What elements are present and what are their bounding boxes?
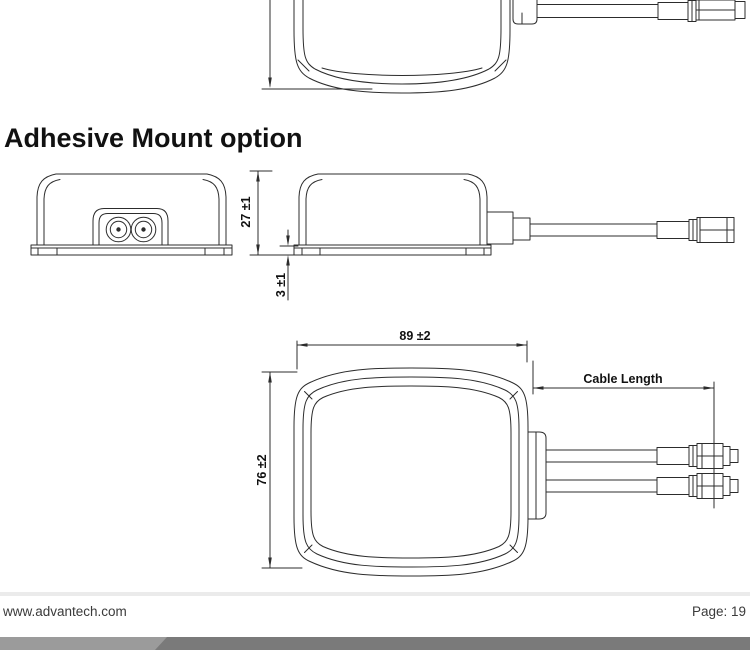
- footer-divider: [0, 592, 750, 596]
- dimension-label-3: 3 ±1: [274, 272, 288, 298]
- dimension-cable-length: [533, 361, 714, 508]
- dimension-label-89: 89 ±2: [399, 329, 431, 343]
- dimension-label-cable-length: Cable Length: [583, 372, 663, 386]
- coax-connector-ports: [106, 217, 156, 242]
- footer-accent-bar-light: [0, 637, 170, 650]
- top-partial-front-view: [262, 0, 745, 93]
- dimension-adhesive-thickness: [274, 230, 298, 300]
- cable-lower: [546, 474, 738, 499]
- cable-upper: [546, 444, 738, 469]
- side-view-profile: [294, 174, 734, 255]
- dimension-box-height: [239, 171, 294, 255]
- dimension-label-27: 27 ±1: [239, 196, 253, 228]
- dimension-body-width: [297, 329, 527, 369]
- dimension-label-76: 76 ±2: [255, 454, 269, 486]
- front-view: [294, 368, 738, 576]
- footer-page-number: Page: 19: [692, 604, 747, 619]
- section-heading: Adhesive Mount option: [4, 123, 303, 153]
- side-view-rear: [31, 174, 232, 255]
- footer-website-url: www.advantech.com: [3, 604, 127, 619]
- footer-accent-bar-dark: [155, 637, 750, 650]
